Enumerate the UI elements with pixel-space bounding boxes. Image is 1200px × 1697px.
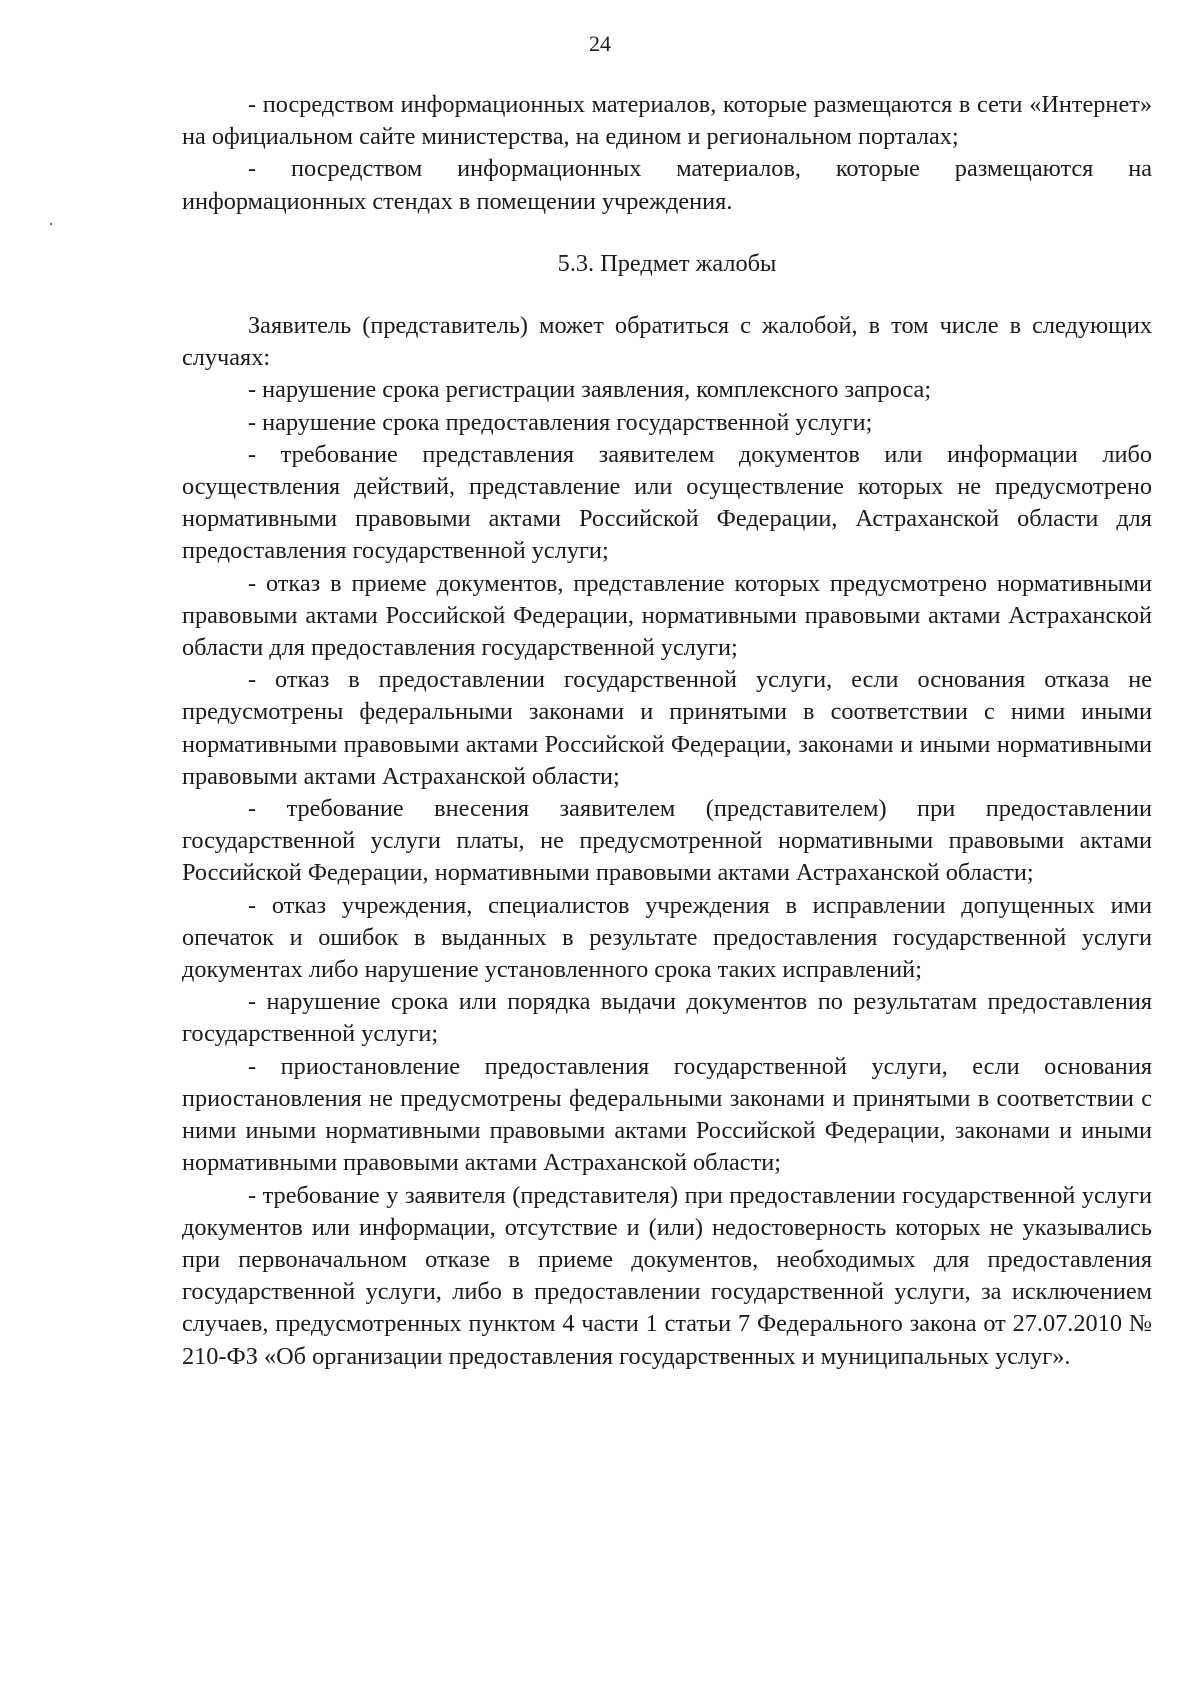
complaint-case-item: - требование внесения заявителем (представителем) при предоставлении государственной услуги платы, не предусмотренной нормативными правовыми актами Российской Федерации, нормативными правовыми актами Астраханской области; (182, 795, 1152, 887)
section-lead: Заявитель (представитель) может обратиться с жалобой, в том числе в следующих случаях: (182, 312, 1152, 372)
complaint-case-item: - требование у заявителя (представителя) при предоставлении государственной услуги документов или информации, отсутствие и (или) недостоверность которых не указывались при первоначальном отказе в приеме документов, необходимых для предоставления государственной услуги, либо в предоставлении государственной услуги, за исключением случаев, предусмотренных пунктом 4 части 1 статьи 7 Федерального закона от 27.07.2010 № 210-ФЗ «Об организации предоставления государственных и муниципальных услуг». (182, 1181, 1152, 1370)
complaint-case-item: - отказ учреждения, специалистов учреждения в исправлении допущенных ими опечаток и ошибок в выданных в результате предоставления государственной услуги документах либо нарушение установленного срока таких исправлений; (182, 891, 1152, 984)
page-number: 24 (589, 31, 611, 56)
complaint-case-item: - отказ в приеме документов, представление которых предусмотрено нормативными правовыми актами Российской Федерации, нормативными правовыми актами Астраханской области для предоставления государственной услуги; (182, 569, 1152, 662)
section-heading: 5.3. Предмет жалобы (557, 249, 777, 277)
document-body (182, 89, 1152, 1373)
intro-item: - посредством информационных материалов, которые размещаются на информационных стендах в помещении учреждения. (182, 155, 1152, 215)
complaint-case-item: - нарушение срока регистрации заявления, комплексного запроса; (248, 376, 932, 404)
scan-speck (50, 223, 52, 225)
intro-item: - посредством информационных материалов, которые размещаются в сети «Интернет» на официальном сайте министерства, на едином и региональном порталах; (182, 91, 1152, 151)
complaint-case-item: - нарушение срока или порядка выдачи документов по результатам предоставления государственной услуги; (182, 988, 1152, 1048)
complaint-case-item: - требование представления заявителем документов или информации либо осуществления действий, представление или осуществление которых не предусмотрено нормативными правовыми актами Российской Федерации, Астраханской области для предоставления государственной услуги; (182, 440, 1152, 565)
complaint-case-item: - приостановление предоставления государственной услуги, если основания приостановления не предусмотрены федеральными законами и принятыми в соответствии с ними иными нормативными правовыми актами Российской Федерации, законами и иными нормативными правовыми актами Астраханской области; (182, 1052, 1152, 1177)
complaint-case-item: - нарушение срока предоставления государственной услуги; (248, 408, 873, 436)
complaint-case-item: - отказ в предоставлении государственной услуги, если основания отказа не предусмотрены федеральными законами и принятыми в соответствии с ними иными нормативными правовыми актами Российской Федерации, законами и иными нормативными правовыми актами Астраханской области; (182, 666, 1152, 790)
